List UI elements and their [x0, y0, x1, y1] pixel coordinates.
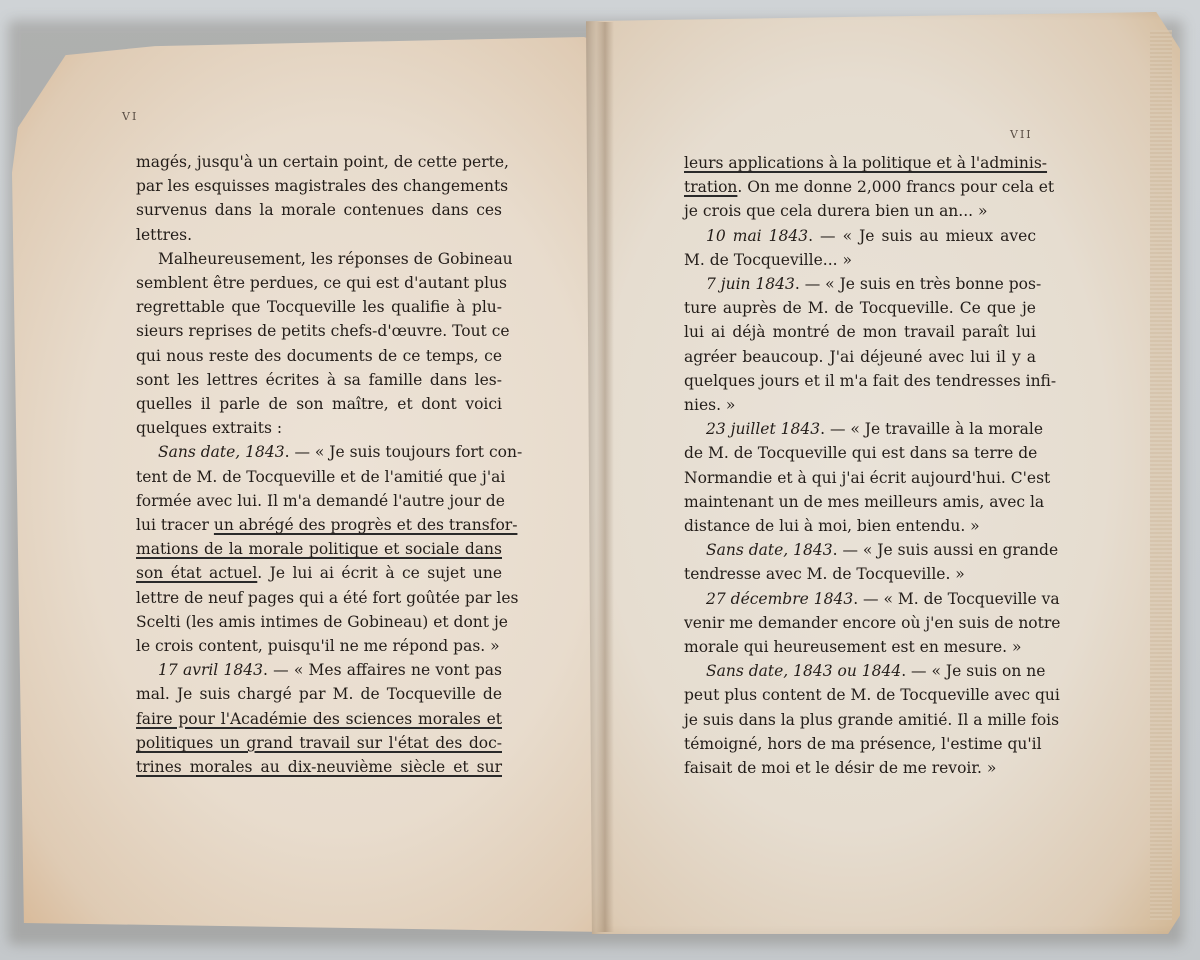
line-text: . Je lui ai écrit à ce sujet une	[257, 564, 502, 583]
text-line	[136, 610, 508, 634]
line-text: quelles il parle de son maître, et dont voici	[136, 395, 502, 414]
text-line	[136, 634, 502, 658]
line-text: ture auprès de M. de Tocqueville. Ce que je	[684, 299, 1036, 318]
text-line	[684, 441, 1036, 465]
line-text: . — « Je suis au mieux avec	[808, 226, 1037, 245]
text-line	[684, 611, 1061, 635]
line-text: regrettable que Tocqueville les qualifie à plu-	[136, 298, 502, 317]
right-page-text	[684, 151, 1061, 780]
line-text: semblent être perdues, ce qui est d'autant plus	[136, 274, 508, 293]
line-text: sont les lettres écrites à sa famille dans les-	[136, 370, 502, 389]
text-line	[136, 368, 502, 392]
entry-date: Sans date, 1843	[158, 443, 285, 462]
text-line	[684, 151, 1048, 175]
text-line	[684, 248, 1036, 272]
line-text: . — « Je suis aussi en grande	[832, 541, 1059, 560]
text-line	[684, 224, 1036, 248]
line-text: . On me donne 2,000 francs pour cela et	[737, 178, 1055, 197]
entry-date: 23 juillet 1843	[706, 420, 821, 439]
entry-date: 7 juin 1843	[706, 275, 795, 294]
line-text: je suis dans la plus grande amitié. Il a mille fois	[684, 710, 1060, 729]
text-line	[684, 175, 1055, 199]
text-line	[136, 586, 519, 610]
text-line	[136, 561, 502, 585]
left-page-number: VI	[122, 110, 139, 123]
text-line	[684, 635, 1036, 659]
text-line	[136, 755, 502, 779]
line-text: formée avec lui. Il m'a demandé l'autre jour de	[136, 491, 505, 510]
line-text: . — « M. de Tocqueville va	[853, 589, 1060, 608]
text-line	[136, 247, 513, 271]
entry-date: Sans date, 1843 ou 1844	[706, 662, 902, 681]
line-text: morale qui heureusement est en mesure. »	[684, 638, 1022, 657]
text-line	[684, 708, 1060, 732]
line-text: tent de M. de Tocqueville et de l'amitié que j'ai	[136, 467, 506, 486]
line-text: magés, jusqu'à un certain point, de cette perte,	[136, 153, 509, 171]
line-text: mal. Je suis chargé par M. de Tocqueville de	[136, 685, 502, 704]
text-line	[136, 319, 510, 343]
line-text: par les esquisses magistrales des changements	[136, 177, 509, 196]
text-line	[684, 659, 1046, 683]
text-line	[684, 199, 1036, 223]
line-text: Malheureusement, les réponses de Gobineau	[158, 249, 513, 268]
line-text: . — « Je suis on ne	[901, 662, 1046, 681]
line-text: survenus dans la morale contenues dans ces	[136, 201, 502, 220]
line-text: maintenant un de mes meilleurs amis, avec la	[684, 492, 1045, 511]
text-line	[136, 465, 506, 489]
underlined-passage: son état actuel	[136, 564, 258, 583]
text-line	[136, 223, 502, 247]
text-line	[136, 344, 502, 368]
page-edges	[1150, 30, 1172, 920]
text-line	[684, 345, 1036, 369]
text-line	[684, 393, 1036, 417]
line-text: peut plus content de M. de Tocqueville avec qui	[684, 686, 1060, 705]
underlined-passage: leurs applications à la politique et à l'adminis-	[684, 154, 1048, 172]
line-text: . — « Je suis toujours fort con-	[284, 443, 523, 462]
text-line	[136, 682, 502, 706]
entry-date: 17 avril 1843	[158, 661, 263, 680]
underlined-passage: faire pour l'Académie des sciences morales et	[136, 709, 502, 728]
line-text: M. de Tocqueville... »	[684, 250, 852, 269]
text-line	[684, 417, 1044, 441]
line-text: Scelti (les amis intimes de Gobineau) et dont je	[136, 612, 508, 631]
text-line	[684, 587, 1060, 611]
line-text: quelques extraits :	[136, 419, 283, 438]
text-line	[684, 562, 1036, 586]
entry-date: 10 mai 1843	[706, 226, 809, 245]
line-text: tendresse avec M. de Tocqueville. »	[684, 565, 965, 584]
line-text: je crois que cela durera bien un an... »	[684, 202, 988, 221]
text-line	[684, 538, 1059, 562]
text-line	[136, 489, 505, 513]
text-line	[684, 490, 1045, 514]
line-text: témoigné, hors de ma présence, l'estime qu'il	[684, 734, 1042, 753]
underlined-passage: trines morales au dix-neuvième siècle et sur	[136, 758, 502, 777]
text-line	[684, 732, 1042, 756]
line-text: distance de lui à moi, bien entendu. »	[684, 517, 980, 536]
text-line	[684, 466, 1051, 490]
underlined-passage: mations de la morale politique et sociale dans	[136, 540, 502, 559]
text-line	[136, 271, 508, 295]
line-text: de M. de Tocqueville qui est dans sa terre de	[684, 444, 1038, 463]
line-text: le crois content, puisqu'il ne me répond pas. »	[136, 637, 500, 656]
line-text: lettres.	[136, 225, 193, 244]
entry-date: Sans date, 1843	[706, 541, 833, 560]
line-text: sieurs reprises de petits chefs-d'œuvre. Tout ce	[136, 322, 510, 341]
text-line	[136, 392, 502, 416]
line-text: . — « Mes affaires ne vont pas	[262, 661, 502, 680]
line-text: lui ai déjà montré de mon travail paraît lui	[684, 323, 1036, 342]
line-text: quelques jours et il m'a fait des tendresses infi-	[684, 371, 1057, 390]
line-text: agréer beaucoup. J'ai déjeuné avec lui il y a	[684, 347, 1036, 366]
text-line	[136, 513, 518, 537]
underlined-passage: politiques un grand travail sur l'état des doc-	[136, 733, 502, 752]
line-text: lettre de neuf pages qui a été fort goûtée par les	[136, 588, 519, 607]
entry-date: 27 décembre 1843	[706, 589, 854, 608]
text-line	[684, 272, 1042, 296]
text-line	[136, 174, 509, 198]
text-line	[136, 150, 509, 174]
line-text: lui tracer	[136, 516, 214, 535]
text-line	[136, 707, 502, 731]
book-gutter	[596, 22, 614, 932]
underlined-passage: un abrégé des progrès et des transfor-	[213, 516, 518, 535]
line-text: faisait de moi et le désir de me revoir. »	[684, 759, 997, 778]
text-line	[684, 683, 1060, 707]
text-line	[136, 416, 502, 440]
text-line	[684, 320, 1036, 344]
line-text: . — « Je suis en très bonne pos-	[794, 275, 1042, 294]
right-page-number: VII	[1010, 128, 1033, 141]
left-page-text	[136, 150, 523, 779]
text-line	[136, 731, 502, 755]
text-line	[136, 440, 523, 464]
line-text: nies. »	[684, 396, 736, 415]
line-text: qui nous reste des documents de ce temps, ce	[136, 346, 502, 365]
line-text: Normandie et à qui j'ai écrit aujourd'hui. C'est	[684, 468, 1051, 487]
underlined-passage: tration	[684, 178, 738, 197]
text-line	[684, 756, 1036, 780]
text-line	[136, 537, 502, 561]
text-line	[136, 295, 502, 319]
text-line	[136, 198, 502, 222]
text-line	[684, 296, 1036, 320]
text-line	[136, 658, 502, 682]
text-line	[684, 369, 1057, 393]
text-line	[684, 514, 1036, 538]
line-text: venir me demander encore où j'en suis de notre	[684, 613, 1061, 632]
line-text: . — « Je travaille à la morale	[820, 420, 1044, 439]
